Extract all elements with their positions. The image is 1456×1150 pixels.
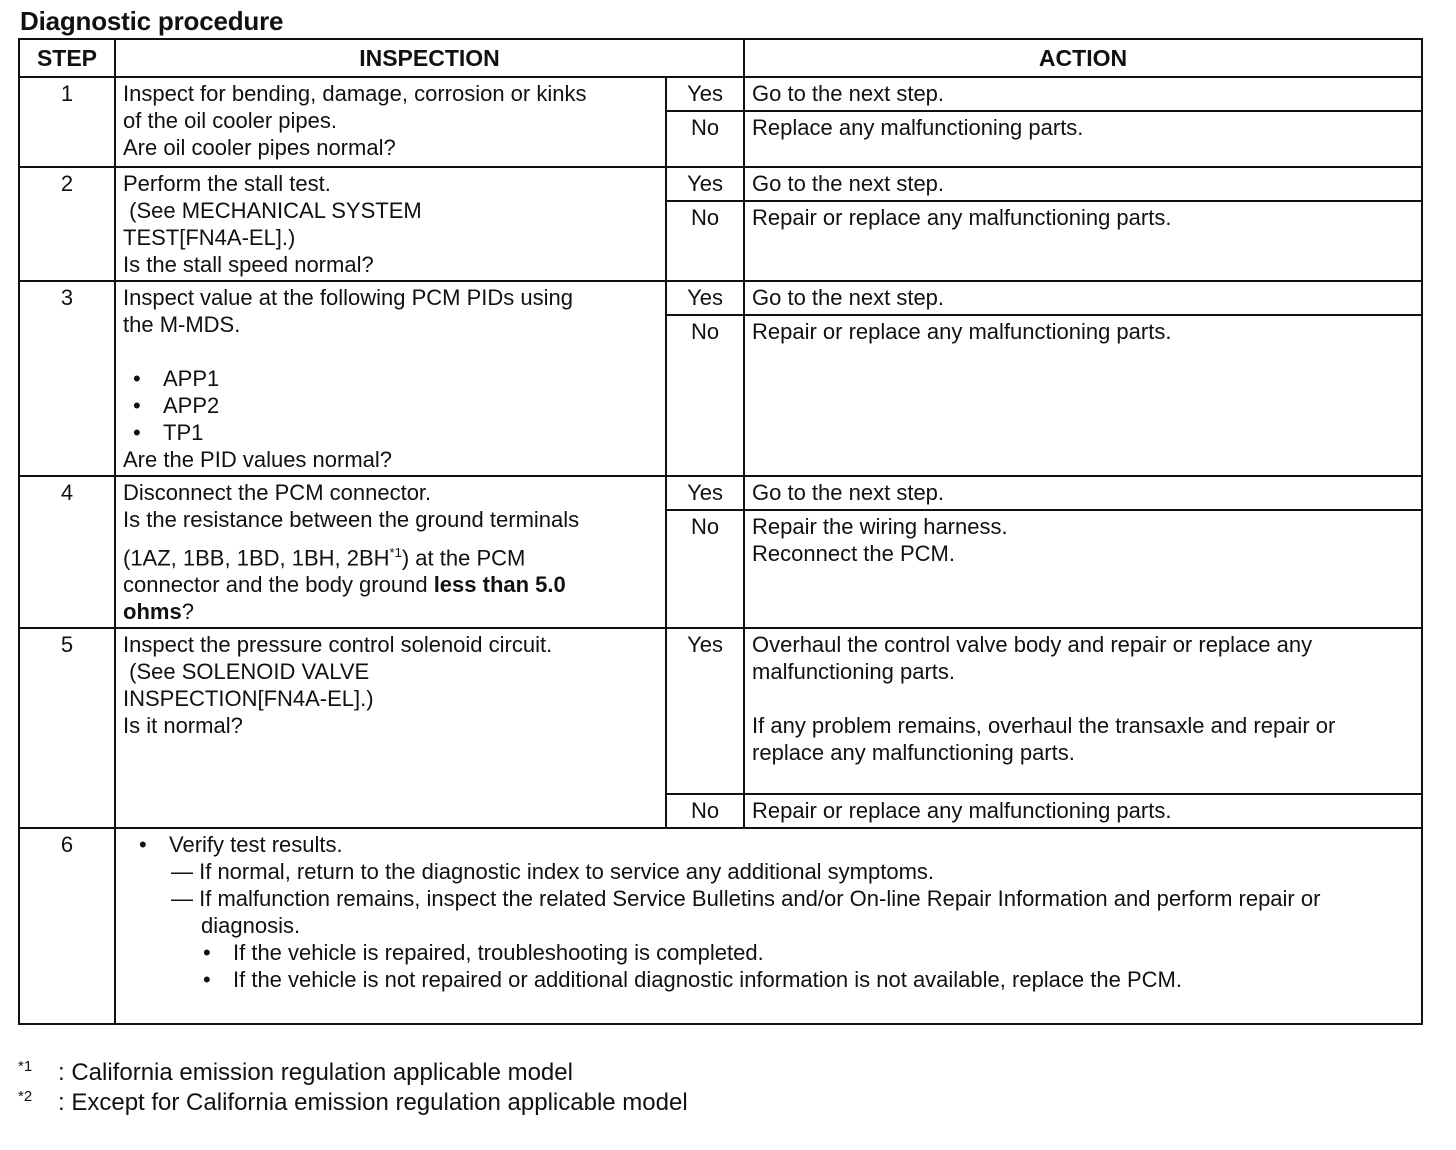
no-label: No <box>666 510 744 628</box>
inspection-line: Is the resistance between the ground terminals <box>123 507 580 532</box>
inspection-cell <box>115 476 666 628</box>
yes-label: Yes <box>666 281 744 315</box>
no-label: No <box>666 794 744 828</box>
inspection-line: (See SOLENOID VALVE <box>123 659 370 685</box>
action-line: replace any malfunctioning parts. <box>752 740 1075 766</box>
inspection-cell <box>115 281 666 476</box>
inspection-line: Inspect the pressure control solenoid circuit. <box>123 632 553 658</box>
header-step: STEP <box>19 39 115 77</box>
inspection-line: Perform the stall test. <box>123 171 331 196</box>
header-action: ACTION <box>744 39 1422 77</box>
inspection-cell <box>115 77 666 167</box>
inspection-line <box>123 571 658 598</box>
footnote-ref: *1 <box>389 545 402 560</box>
diagnostic-table <box>18 38 1423 1025</box>
list-item: • Verify test results. <box>123 831 1414 858</box>
inspection-emphasis: less than 5.0 <box>433 572 566 598</box>
list-item: • APP1 <box>123 365 658 392</box>
inspection-line: Is it normal? <box>123 713 243 739</box>
footnote-text: : California emission regulation applicable model <box>58 1059 573 1086</box>
no-action: Repair or replace any malfunctioning parts. <box>744 794 1422 828</box>
inspection-line: Inspect for bending, damage, corrosion or kinks <box>123 81 587 106</box>
table-row <box>19 281 1422 315</box>
list-item: • If the vehicle is repaired, troubleshooting is completed. <box>123 939 1414 966</box>
list-item: • TP1 <box>123 419 658 446</box>
no-action <box>744 510 1422 628</box>
footnotes <box>18 1058 688 1118</box>
inspection-cell <box>115 167 666 281</box>
no-action: Repair or replace any malfunctioning parts. <box>744 315 1422 476</box>
inspection-question: Are the PID values normal? <box>123 447 393 472</box>
footnote <box>18 1088 688 1118</box>
list-item: • If the vehicle is not repaired or additional diagnostic information is not available, replace the PCM. <box>123 966 1414 993</box>
yes-label: Yes <box>666 628 744 794</box>
action-line: malfunctioning parts. <box>752 659 956 685</box>
inspection-line: Inspect value at the following PCM PIDs using <box>123 285 574 310</box>
inspection-line: Disconnect the PCM connector. <box>123 480 432 505</box>
no-action: Replace any malfunctioning parts. <box>744 111 1422 167</box>
list-item: — If malfunction remains, inspect the related Service Bulletins and/or On-line Repair Information and perform repair or diagnosis. <box>171 886 1321 939</box>
action-line: Reconnect the PCM. <box>752 541 955 566</box>
yes-action: Go to the next step. <box>744 281 1422 315</box>
inspection-text: connector and the body ground <box>123 572 434 598</box>
yes-label: Yes <box>666 476 744 510</box>
footnote-mark: *2 <box>18 1088 33 1105</box>
inspection-cell <box>115 628 666 828</box>
yes-label: Yes <box>666 167 744 201</box>
no-action: Repair or replace any malfunctioning parts. <box>744 201 1422 281</box>
pid-list <box>123 365 658 446</box>
inspection-line <box>123 539 658 571</box>
header-inspection: INSPECTION <box>115 39 744 77</box>
table-row <box>19 167 1422 201</box>
action-line: If any problem remains, overhaul the transaxle and repair or <box>752 713 1336 739</box>
inspection-line: (See MECHANICAL SYSTEM <box>123 198 422 223</box>
yes-label: Yes <box>666 77 744 111</box>
inspection-text: ? <box>181 599 194 625</box>
inspection-line: of the oil cooler pipes. <box>123 108 338 133</box>
yes-action <box>744 628 1422 794</box>
table-row <box>19 476 1422 510</box>
footnote-text: : Except for California emission regulation applicable model <box>58 1089 688 1116</box>
no-label: No <box>666 315 744 476</box>
step-number: 2 <box>19 167 115 281</box>
step-number: 3 <box>19 281 115 476</box>
step6-cell <box>115 828 1422 1024</box>
footnote-mark: *1 <box>18 1058 33 1075</box>
inspection-line: Is the stall speed normal? <box>123 252 374 277</box>
inspection-line: the M-MDS. <box>123 312 241 337</box>
yes-action: Go to the next step. <box>744 77 1422 111</box>
page-title: Diagnostic procedure <box>20 6 284 36</box>
yes-action: Go to the next step. <box>744 476 1422 510</box>
list-item: — If normal, return to the diagnostic index to service any additional symptoms. <box>171 859 935 885</box>
no-label: No <box>666 111 744 167</box>
inspection-text: (1AZ, 1BB, 1BD, 1BH, 2BH <box>123 545 390 571</box>
table-row <box>19 628 1422 794</box>
inspection-line: Are oil cooler pipes normal? <box>123 135 396 160</box>
step-number: 6 <box>19 828 115 1024</box>
footnote <box>18 1058 688 1088</box>
action-line: Overhaul the control valve body and repair or replace any <box>752 632 1313 658</box>
list-item: • APP2 <box>123 392 658 419</box>
step-number: 4 <box>19 476 115 628</box>
table-row <box>19 828 1422 1024</box>
table-row <box>19 77 1422 111</box>
step-number: 1 <box>19 77 115 167</box>
inspection-line <box>123 598 658 625</box>
header-row <box>19 39 1422 77</box>
inspection-line: TEST[FN4A-EL].) <box>123 225 296 250</box>
action-line: Repair the wiring harness. <box>752 514 1008 539</box>
step-number: 5 <box>19 628 115 828</box>
no-label: No <box>666 201 744 281</box>
inspection-emphasis: ohms <box>123 599 182 625</box>
inspection-line: INSPECTION[FN4A-EL].) <box>123 686 374 712</box>
yes-action: Go to the next step. <box>744 167 1422 201</box>
inspection-text: ) at the PCM <box>401 545 526 571</box>
